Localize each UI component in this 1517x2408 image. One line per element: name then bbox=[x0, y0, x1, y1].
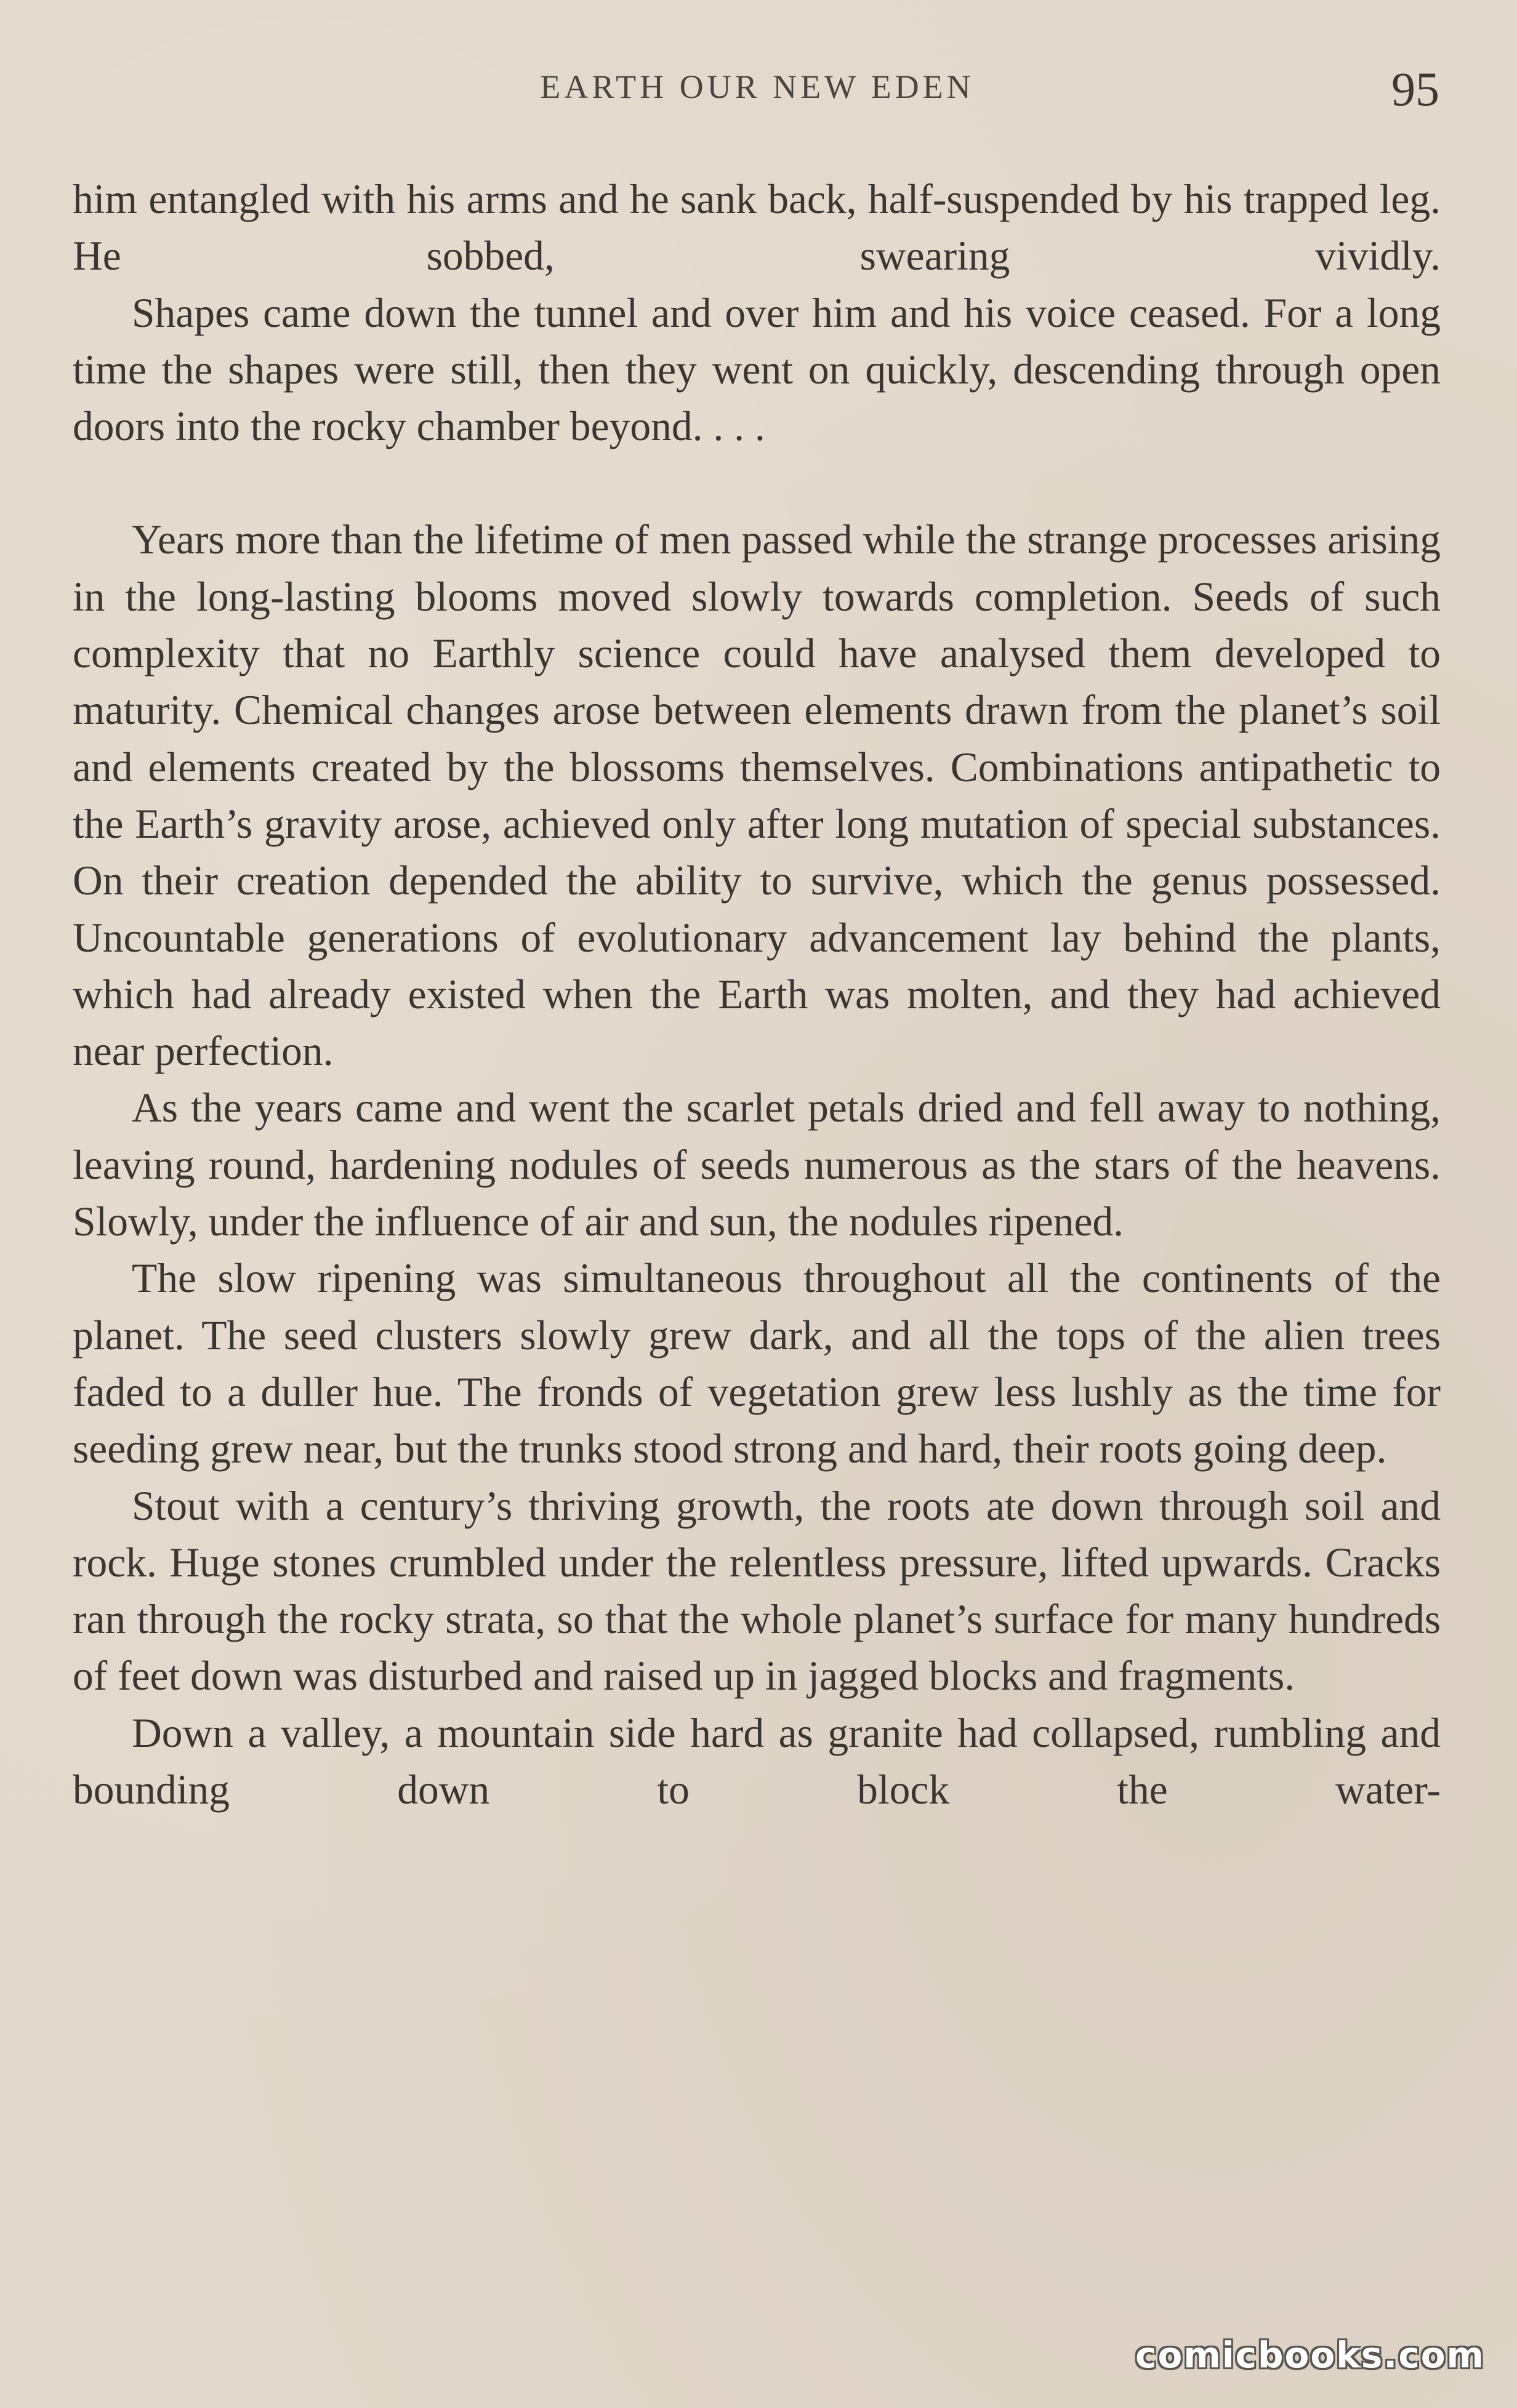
paragraph: Down a valley, a mountain side hard as granite had collapsed, rumbling and bounding down to block the water- bbox=[73, 1709, 1441, 1813]
running-title: EARTH OUR NEW EDEN bbox=[540, 68, 975, 105]
paragraph: Years more than the lifetime of men passed while the strange processes arising in the long-lasting blooms moved slowly towards completion. Seeds of such complexity that no Earthly science could have analysed them developed to maturity. Chemical changes arose between elements drawn from the planet’s soil and elements created by the blossoms themselves. Combinations antipathetic to the Earth’s gravity arose, achieved only after long mutation of special substances. On their creation depended the ability to survive, which the genus possessed. Uncountable generations of evolutionary advancement lay behind the plants, which had already existed when the Earth was molten, and they had achieved near perfection. bbox=[73, 516, 1441, 1075]
page-header bbox=[74, 62, 1441, 123]
page-number: 95 bbox=[1391, 62, 1439, 116]
paragraph: As the years came and went the scarlet petals dried and fell away to nothing, leaving round, hardening nodules of seeds numerous as the stars of the heavens. Slowly, under the influence of air and sun, the nodules ripened. bbox=[73, 1085, 1441, 1245]
paragraph: Shapes came down the tunnel and over him and his voice ceased. For a long time the shapes were still, then they went on quickly, descending through open doors into the rocky chamber beyond. . . . bbox=[73, 289, 1441, 450]
paragraph: The slow ripening was simultaneous throughout all the continents of the planet. The seed clusters slowly grew dark, and all the tops of the alien trees faded to a duller hue. The fronds of vegetation grew less lushly as the time for seeding grew near, but the trunks stood strong and hard, their roots going deep. bbox=[73, 1255, 1441, 1472]
paragraph: him entangled with his arms and he sank back, half-suspended by his trapped leg. He sobbed, swearing vividly. bbox=[73, 176, 1441, 279]
section-break bbox=[73, 455, 1441, 512]
watermark: comicbooks.com bbox=[1135, 2334, 1485, 2376]
paragraph: Stout with a century’s thriving growth, the roots ate down through soil and rock. Huge stones crumbled under the relentless pressure, lifted upwards. Cracks ran through the rocky strata, so that the whole planet’s surface for many hundreds of feet down was disturbed and raised up in jagged blocks and fragments. bbox=[73, 1482, 1441, 1700]
body-text bbox=[73, 171, 1441, 1818]
